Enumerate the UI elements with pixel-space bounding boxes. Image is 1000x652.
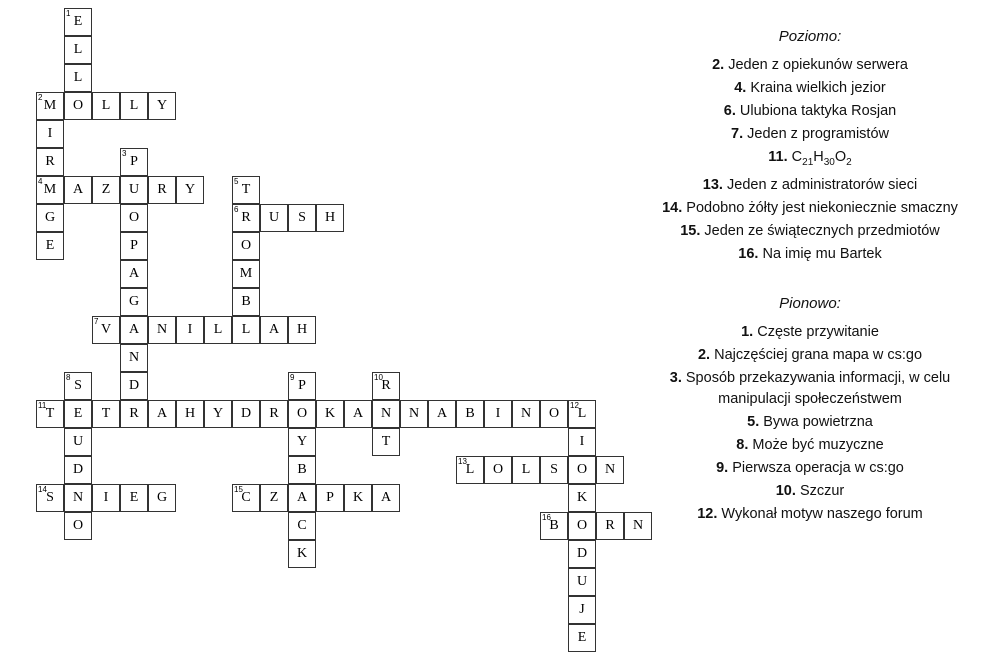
crossword-cell[interactable] — [64, 372, 92, 400]
across-clue-list — [620, 55, 1000, 265]
clue-number: 2. — [712, 57, 725, 73]
clue-text: Szczur — [799, 482, 845, 499]
cell-letter: R — [241, 210, 251, 225]
cell-letter: Y — [156, 98, 168, 113]
cell-letter: V — [100, 322, 112, 337]
cell-letter: U — [576, 574, 588, 589]
crossword-cell[interactable] — [568, 596, 596, 624]
cell-letter: K — [324, 406, 336, 421]
clue-item — [620, 55, 1000, 76]
clue-item — [620, 504, 1000, 525]
across-heading: Poziomo: — [778, 28, 842, 45]
crossword-cell[interactable] — [36, 400, 64, 428]
cell-letter: A — [156, 406, 168, 421]
cell-letter: Y — [212, 406, 224, 421]
crossword-cell[interactable] — [512, 400, 540, 428]
cell-letter: N — [128, 350, 140, 365]
clue-item — [620, 481, 1000, 502]
cell-letter: L — [577, 406, 587, 421]
crossword-cell[interactable] — [568, 456, 596, 484]
crossword-cell[interactable] — [64, 176, 92, 204]
crossword-cell[interactable] — [288, 372, 316, 400]
cell-letter: I — [187, 322, 193, 337]
cell-letter: O — [492, 462, 504, 477]
cell-letter: R — [381, 378, 391, 393]
clue-number: 8. — [736, 436, 749, 453]
crossword-cell[interactable] — [372, 372, 400, 400]
cell-letter: G — [156, 490, 168, 505]
crossword-cell[interactable] — [120, 484, 148, 512]
cell-letter: L — [465, 462, 475, 477]
clue-text: Może być muzyczne — [752, 436, 884, 453]
clue-item — [620, 435, 1000, 456]
cell-letter: M — [43, 182, 57, 197]
crossword-cell[interactable] — [120, 344, 148, 372]
crossword-cell[interactable] — [288, 316, 316, 344]
cell-letter: B — [297, 462, 307, 477]
crossword-cell[interactable] — [64, 400, 92, 428]
crossword-cell[interactable] — [64, 64, 92, 92]
cell-letter: S — [298, 210, 306, 225]
cell-letter: B — [549, 518, 559, 533]
clue-item — [620, 78, 1000, 99]
clue-text: Jeden z administratorów sieci — [727, 176, 918, 193]
clue-number: 1. — [741, 323, 754, 340]
crossword-cell[interactable] — [36, 92, 64, 120]
clue-text: Jeden z opiekunów serwera — [728, 57, 908, 73]
cell-letter: R — [157, 182, 167, 197]
clue-number: 10. — [775, 482, 796, 499]
crossword-cell[interactable] — [120, 316, 148, 344]
cell-number: 6 — [234, 205, 239, 214]
cell-number: 16 — [542, 513, 551, 522]
clue-item — [620, 368, 1000, 410]
cell-letter: A — [128, 266, 140, 281]
cell-letter: O — [72, 518, 84, 533]
clue-text: Kraina wielkich jezior — [750, 80, 886, 96]
cell-letter: L — [129, 98, 139, 113]
crossword-cell[interactable] — [288, 456, 316, 484]
crossword-cell[interactable] — [64, 456, 92, 484]
cell-letter: G — [128, 294, 140, 309]
crossword-cell[interactable] — [148, 484, 176, 512]
crossword-cell[interactable] — [148, 400, 176, 428]
clue-text: Bywa powietrzna — [763, 413, 873, 430]
cell-letter: Z — [101, 182, 111, 197]
cell-number: 1 — [66, 9, 71, 18]
clue-number: 13. — [702, 176, 723, 193]
cell-letter: D — [240, 406, 252, 421]
crossword-cell[interactable] — [92, 92, 120, 120]
crossword-cell[interactable] — [540, 456, 568, 484]
cell-letter: P — [298, 378, 306, 393]
cell-letter: L — [73, 70, 83, 85]
clue-text: Na imię mu Bartek — [762, 245, 882, 262]
clue-number: 12. — [697, 505, 718, 522]
cell-letter: O — [128, 210, 140, 225]
crossword-cell[interactable] — [64, 8, 92, 36]
cell-letter: P — [130, 154, 138, 169]
crossword-cell[interactable] — [484, 456, 512, 484]
crossword-cell[interactable] — [568, 400, 596, 428]
clue-item — [620, 322, 1000, 343]
cell-letter: N — [156, 322, 168, 337]
clue-spacer — [620, 267, 1000, 295]
crossword-cell[interactable] — [36, 484, 64, 512]
cell-letter: E — [577, 630, 587, 645]
cell-number: 11 — [38, 401, 47, 410]
cell-letter: A — [352, 406, 364, 421]
cell-letter: H — [184, 406, 196, 421]
cell-letter: R — [129, 406, 139, 421]
clue-number: 9. — [716, 459, 729, 476]
cell-letter: R — [45, 154, 55, 169]
cell-letter: E — [129, 490, 139, 505]
clues-panel — [620, 0, 1000, 558]
cell-letter: A — [72, 182, 84, 197]
crossword-cell[interactable] — [260, 400, 288, 428]
cell-letter: O — [548, 406, 560, 421]
clue-item — [620, 221, 1000, 242]
clue-text: Częste przywitanie — [757, 323, 879, 340]
cell-letter: Y — [296, 434, 308, 449]
crossword-cell[interactable] — [176, 400, 204, 428]
cell-letter: T — [45, 406, 55, 421]
cell-number: 14 — [38, 485, 47, 494]
crossword-cell[interactable] — [64, 428, 92, 456]
cell-letter: H — [296, 322, 308, 337]
crossword-cell[interactable] — [120, 176, 148, 204]
crossword-cell[interactable] — [260, 484, 288, 512]
cell-number: 12 — [570, 401, 579, 410]
clue-number: 6. — [723, 103, 736, 119]
cell-letter: S — [74, 378, 82, 393]
clue-number: 3. — [669, 369, 682, 386]
crossword-cell[interactable] — [92, 176, 120, 204]
cell-letter: N — [408, 406, 420, 421]
crossword-cell[interactable] — [92, 316, 120, 344]
crossword-cell[interactable] — [568, 624, 596, 652]
cell-number: 8 — [66, 373, 71, 382]
cell-number: 15 — [234, 485, 243, 494]
clue-number: 11. — [768, 149, 788, 165]
crossword-cell[interactable] — [232, 484, 260, 512]
clue-text: Wykonał motyw naszego forum — [721, 505, 923, 522]
cell-letter: R — [605, 518, 615, 533]
cell-letter: T — [241, 182, 251, 197]
crossword-cell[interactable] — [176, 316, 204, 344]
cell-letter: R — [269, 406, 279, 421]
crossword-cell[interactable] — [204, 400, 232, 428]
crossword-cell[interactable] — [36, 148, 64, 176]
crossword-cell[interactable] — [540, 512, 568, 540]
crossword-cell[interactable] — [568, 540, 596, 568]
cell-letter: L — [213, 322, 223, 337]
cell-letter: O — [296, 406, 308, 421]
clue-item — [620, 101, 1000, 122]
crossword-cell[interactable] — [568, 568, 596, 596]
crossword-cell[interactable] — [120, 260, 148, 288]
crossword-cell[interactable] — [456, 400, 484, 428]
crossword-cell[interactable] — [232, 204, 260, 232]
crossword-cell[interactable] — [232, 316, 260, 344]
cell-number: 3 — [122, 149, 127, 158]
cell-letter: A — [436, 406, 448, 421]
crossword-cell[interactable] — [372, 428, 400, 456]
cell-letter: O — [240, 238, 252, 253]
crossword-cell[interactable] — [64, 36, 92, 64]
clue-item — [620, 198, 1000, 219]
clue-text: Najczęściej grana mapa w cs:go — [714, 346, 923, 363]
crossword-cell[interactable] — [288, 484, 316, 512]
crossword-cell[interactable] — [92, 400, 120, 428]
cell-letter: L — [73, 42, 83, 57]
crossword-cell[interactable] — [36, 204, 64, 232]
cell-letter: C — [297, 518, 307, 533]
crossword-cell[interactable] — [540, 400, 568, 428]
clue-text: Jeden z programistów — [747, 126, 889, 142]
crossword-cell[interactable] — [344, 484, 372, 512]
crossword-cell[interactable] — [260, 316, 288, 344]
cell-letter: O — [576, 518, 588, 533]
cell-letter: L — [101, 98, 111, 113]
crossword-cell[interactable] — [288, 512, 316, 540]
crossword-cell[interactable] — [288, 428, 316, 456]
cell-letter: M — [239, 266, 253, 281]
clue-text: Podobno żółty jest niekoniecznie smaczny — [686, 199, 958, 216]
crossword-cell[interactable] — [288, 204, 316, 232]
crossword-cell[interactable] — [568, 428, 596, 456]
clue-text: Jeden ze świątecznych przedmiotów — [704, 222, 940, 239]
crossword-cell[interactable] — [120, 372, 148, 400]
clue-text: Ulubiona taktyka Rosjan — [739, 103, 897, 119]
cell-number: 7 — [94, 317, 99, 326]
cell-number: 2 — [38, 93, 43, 102]
crossword-cell[interactable] — [64, 512, 92, 540]
crossword-cell[interactable] — [260, 204, 288, 232]
crossword-cell[interactable] — [64, 484, 92, 512]
clue-number: 4. — [734, 80, 747, 96]
cell-letter: I — [495, 406, 501, 421]
crossword-cell[interactable] — [176, 176, 204, 204]
crossword-cell[interactable] — [148, 176, 176, 204]
cell-letter: N — [380, 406, 392, 421]
crossword-cell[interactable] — [148, 92, 176, 120]
cell-letter: K — [296, 546, 308, 561]
clue-number: 7. — [731, 126, 744, 142]
cell-letter: B — [465, 406, 475, 421]
crossword-cell[interactable] — [512, 456, 540, 484]
cell-letter: K — [352, 490, 364, 505]
cell-letter: H — [324, 210, 336, 225]
cell-letter: N — [72, 490, 84, 505]
clue-number: 15. — [680, 222, 701, 239]
crossword-cell[interactable] — [148, 316, 176, 344]
cell-number: 5 — [234, 177, 239, 186]
cell-number: 10 — [374, 373, 383, 382]
clue-text: $C_{21}H_{30}O_2$ — [791, 149, 852, 168]
cell-letter: U — [268, 210, 280, 225]
cell-letter: E — [73, 14, 83, 29]
crossword-cell[interactable] — [232, 260, 260, 288]
cell-letter: D — [128, 378, 140, 393]
cell-letter: A — [128, 322, 140, 337]
cell-letter: O — [576, 462, 588, 477]
cell-letter: B — [241, 294, 251, 309]
cell-letter: N — [520, 406, 532, 421]
crossword-cell[interactable] — [316, 400, 344, 428]
crossword-cell[interactable] — [232, 232, 260, 260]
cell-letter: O — [72, 98, 84, 113]
crossword-cell[interactable] — [232, 400, 260, 428]
cell-letter: S — [46, 490, 54, 505]
crossword-cell[interactable] — [372, 400, 400, 428]
crossword-cell[interactable] — [120, 400, 148, 428]
cell-letter: E — [73, 406, 83, 421]
crossword-cell[interactable] — [36, 176, 64, 204]
down-heading: Pionowo: — [779, 294, 841, 312]
cell-letter: J — [579, 602, 585, 617]
crossword-cell[interactable] — [372, 484, 400, 512]
crossword-cell[interactable] — [36, 232, 64, 260]
down-clue-list — [620, 322, 1000, 525]
crossword-cell[interactable] — [288, 540, 316, 568]
crossword-cell[interactable] — [288, 400, 316, 428]
cell-letter: K — [576, 490, 588, 505]
crossword-cell[interactable] — [232, 176, 260, 204]
crossword-cell[interactable] — [204, 316, 232, 344]
crossword-cell[interactable] — [484, 400, 512, 428]
clue-item — [620, 412, 1000, 433]
cell-letter: Z — [269, 490, 279, 505]
crossword-cell[interactable] — [92, 484, 120, 512]
clue-item — [620, 244, 1000, 265]
clue-item — [620, 124, 1000, 145]
crossword-cell[interactable] — [568, 484, 596, 512]
crossword-cell[interactable] — [64, 92, 92, 120]
cell-letter: I — [103, 490, 109, 505]
clue-item — [620, 175, 1000, 196]
crossword-cell[interactable] — [120, 92, 148, 120]
cell-letter: N — [632, 518, 644, 533]
cell-letter: D — [576, 546, 588, 561]
clue-number: 14. — [662, 199, 683, 216]
crossword-cell[interactable] — [120, 288, 148, 316]
cell-letter: S — [550, 462, 558, 477]
clue-number: 5. — [747, 413, 760, 430]
crossword-cell[interactable] — [400, 400, 428, 428]
crossword-cell[interactable] — [456, 456, 484, 484]
cell-letter: M — [43, 98, 57, 113]
clue-text: Sposób przekazywania informacji, w celu manipulacji społeczeństwem — [685, 369, 951, 407]
cell-letter: P — [326, 490, 334, 505]
cell-letter: E — [45, 238, 55, 253]
cell-letter: C — [241, 490, 251, 505]
cell-number: 13 — [458, 457, 467, 466]
cell-letter: G — [44, 210, 56, 225]
clue-text: Pierwsza operacja w cs:go — [732, 459, 904, 476]
clue-item — [620, 345, 1000, 366]
crossword-cell[interactable] — [36, 120, 64, 148]
cell-letter: U — [128, 182, 140, 197]
cell-number: 4 — [38, 177, 43, 186]
cell-letter: Y — [184, 182, 196, 197]
cell-letter: T — [101, 406, 111, 421]
cell-letter: I — [47, 126, 53, 141]
crossword-cell[interactable] — [568, 512, 596, 540]
crossword-cell[interactable] — [316, 484, 344, 512]
crossword-cell[interactable] — [428, 400, 456, 428]
crossword-cell[interactable] — [316, 204, 344, 232]
crossword-cell[interactable] — [232, 288, 260, 316]
cell-letter: U — [72, 434, 84, 449]
cell-letter: T — [381, 434, 391, 449]
cell-letter: A — [380, 490, 392, 505]
clue-number: 16. — [738, 245, 759, 262]
crossword-cell[interactable] — [344, 400, 372, 428]
clue-number: 2. — [697, 346, 711, 363]
crossword-cell[interactable] — [120, 232, 148, 260]
clue-item — [620, 147, 1000, 173]
clue-item — [620, 458, 1000, 479]
cell-letter: I — [579, 434, 585, 449]
crossword-cell[interactable] — [120, 148, 148, 176]
cell-letter: L — [241, 322, 251, 337]
cell-letter: N — [604, 462, 616, 477]
cell-number: 9 — [290, 373, 295, 382]
cell-letter: P — [130, 238, 138, 253]
cell-letter: A — [268, 322, 280, 337]
cell-letter: L — [521, 462, 531, 477]
cell-letter: A — [296, 490, 308, 505]
cell-letter: D — [72, 462, 84, 477]
crossword-cell[interactable] — [120, 204, 148, 232]
